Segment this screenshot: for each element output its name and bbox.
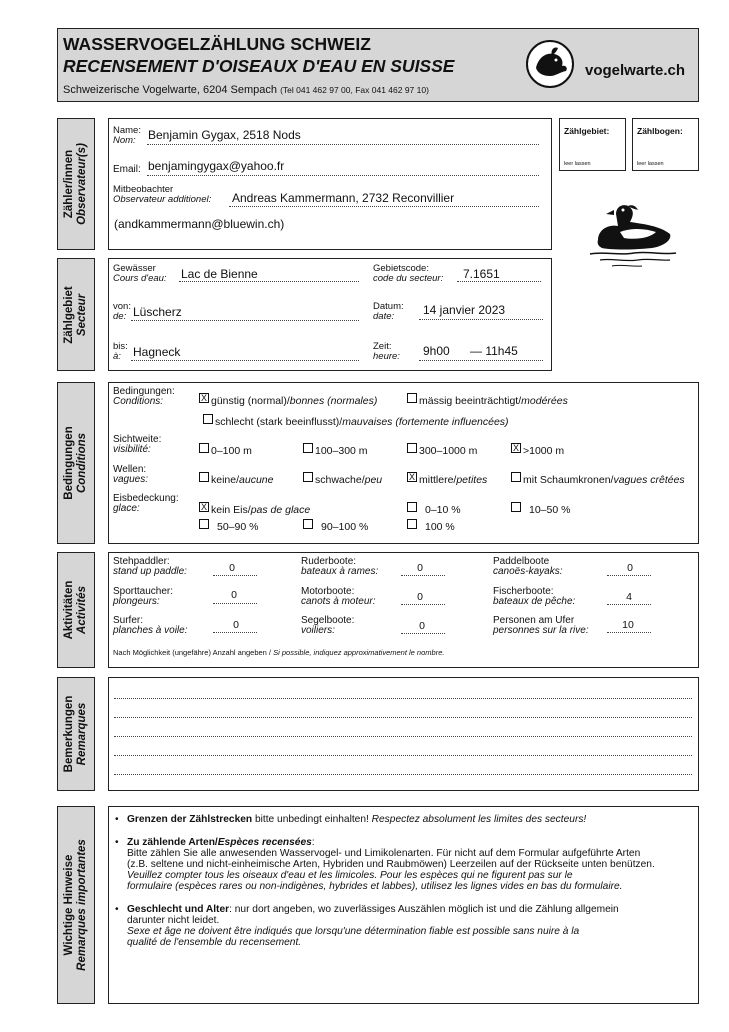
fishboat-field[interactable]: 4 [626,591,632,603]
sector-id-box[interactable] [559,118,626,171]
vogelwarte-logo-icon [524,38,576,90]
time-label: Zeit: heure: [373,341,400,362]
name-field[interactable]: Benjamin Gygax, 2518 Nods [148,128,301,142]
sector-section [108,258,552,371]
tab-observer-de: Zähler/innen [63,149,75,219]
conditions-section [108,382,699,544]
sup-line [213,575,257,576]
vis-4-checkbox[interactable]: X [512,443,519,453]
diver-field[interactable]: 0 [231,589,237,601]
rowboat-label: Ruderboote: bateaux à rames: [301,556,379,577]
cond-bad-checkbox[interactable] [203,414,213,424]
bullet-icon: • [115,814,119,825]
diver-label: Sporttaucher: plongeurs: [113,586,174,607]
conditions-label: Bedingungen: Conditions: [113,386,175,407]
tab-sector-de: Zählgebiet [63,285,75,344]
sheet-id-label: Zählbogen: [637,126,683,136]
rowboat-line [401,575,445,576]
to-label: bis: à: [113,341,128,362]
title-de: WASSERVOGELZÄHLUNG SCHWEIZ [63,34,371,54]
wave-4-checkbox[interactable] [511,472,521,482]
water-line [179,281,359,282]
ice-label: Eisbedeckung: glace: [113,493,179,514]
to-line [131,360,359,361]
sailboat-line [401,633,445,634]
important-section [108,806,699,1004]
tab-observer-fr: Observateur(s) [76,143,88,225]
surfer-label: Surfer: planches à voile: [113,615,188,636]
ice-2-checkbox[interactable] [407,502,417,512]
ice-6-label: 100 % [425,521,455,533]
title-fr: RECENSEMENT D'OISEAUX D'EAU EN SUISSE [63,56,455,76]
vis-1-label: 0–100 m [211,445,252,457]
waves-label: Wellen: vagues: [113,464,149,485]
tab-activities [57,552,95,668]
code-field[interactable]: 7.1651 [463,267,500,281]
tab-important-fr: Remarques importantes [76,839,88,971]
sector-id-hint: leer lassen [564,161,591,167]
sup-label: Stehpaddler: stand up paddle: [113,556,187,577]
surfer-field[interactable]: 0 [233,619,239,631]
tufted-duck-icon [584,196,680,272]
name-line [147,144,539,145]
tab-remarks [57,677,95,791]
remark-line[interactable] [114,774,692,775]
canoe-label: Paddelboote canoës-kayaks: [493,556,563,577]
ice-3-checkbox[interactable] [511,502,521,512]
motorboat-field[interactable]: 0 [417,591,423,603]
phone-text: (Tel 041 462 97 00, Fax 041 462 97 10) [280,85,429,95]
co-observer-email[interactable]: (andkammermann@bluewin.ch) [114,217,285,231]
email-field[interactable]: benjamingygax@yahoo.fr [148,159,285,173]
ice-3-label: 10–50 % [529,504,571,516]
wave-4-label: mit Schaumkronen/vagues crêtées [523,474,685,486]
note-limits: Grenzen der Zählstrecken bitte unbedingt einhalten! Respectez absolument les limites des secteurs! [127,814,587,825]
remark-line[interactable] [114,698,692,699]
ice-6-checkbox[interactable] [407,519,417,529]
water-label: Gewässer Cours d'eau: [113,263,167,284]
canoe-line [607,575,651,576]
time-start-field[interactable]: 9h00 [423,344,450,358]
date-line [419,319,543,320]
note-species: Zu zählende Arten/Espèces recensées: Bitte zählen Sie alle anwesenden Wasservogel- und Limikolenarten. Für nicht auf dem Formular aufgeführte Arten (z.B. seltene und nicht-einheimische Arten, Hybriden und Raubmöwen) Leerzeilen auf der Rückseite unten benützen. Veuillez compter tous les oiseaux d'eau et les limicoles. Pour les espèces qui ne figurent pas sur le formulaire (espèces rares ou non-indigènes, hybrides et labbes), utilisez les lignes vides en bas du formulaire. [127,837,655,892]
motorboat-label: Motorboote: canots à moteur: [301,586,376,607]
ice-4-label: 50–90 % [217,521,259,533]
fishboat-line [607,604,651,605]
fishboat-label: Fischerboote: bateaux de pêche: [493,586,576,607]
remarks-section[interactable] [108,677,699,791]
cond-mid-checkbox[interactable] [407,393,417,403]
bullet-icon: • [115,904,119,915]
motorboat-line [401,604,445,605]
tab-conditions [57,382,95,544]
vis-2-label: 100–300 m [315,445,368,457]
ice-5-checkbox[interactable] [303,519,313,529]
time-end-field[interactable]: — 11h45 [470,344,518,358]
ice-1-checkbox[interactable]: X [200,502,207,512]
code-label: Gebietscode: code du secteur: [373,263,444,284]
wave-3-checkbox[interactable]: X [408,472,415,482]
ice-5-label: 90–100 % [321,521,369,533]
wave-2-checkbox[interactable] [303,472,313,482]
address [63,84,429,96]
tab-activities-fr: Activités [76,586,88,634]
wave-1-checkbox[interactable] [199,472,209,482]
name-label: Name: Nom: [113,125,141,146]
rowboat-field[interactable]: 0 [417,562,423,574]
tab-remarks-fr: Remarques [76,702,88,766]
sailboat-field[interactable]: 0 [419,620,425,632]
header-banner [57,28,699,102]
wave-2-label: schwache/peu [315,474,383,486]
shore-line [607,632,651,633]
water-field[interactable]: Lac de Bienne [181,267,258,281]
activities-note: Nach Möglichkeit (ungefähre) Anzahl angeben / Si possible, indiquez approximativement le nombre. [113,648,445,657]
sheet-id-box[interactable] [632,118,699,171]
activities-section [108,552,699,668]
cond-good-label: günstig (normal)/bonnes (normales) [211,395,378,407]
ice-2-label: 0–10 % [425,504,461,516]
surfer-line [213,632,257,633]
cond-bad-label: schlecht (stark beeinflusst)/mauvaises (fortemente influencées) [215,416,509,428]
tab-sector-fr: Secteur [76,293,88,336]
sup-field[interactable]: 0 [229,562,235,574]
diver-line [213,603,257,604]
visibility-label: Sichtweite: visibilité: [113,434,162,455]
observer-section [108,118,552,250]
wave-1-label: keine/aucune [211,474,274,486]
tab-activities-de: Aktivitäten [63,580,75,640]
canoe-field[interactable]: 0 [627,562,633,574]
to-field[interactable]: Hagneck [133,345,181,359]
sailboat-label: Segelboote: voiliers: [301,615,355,636]
ice-4-checkbox[interactable] [199,519,209,529]
co-observer-label: Mitbeobachter Observateur additionel: [113,184,212,205]
tab-sector [57,258,95,371]
tab-important-de: Wichtige Hinweise [63,854,75,956]
co-observer-line [229,206,539,207]
address-text: Schweizerische Vogelwarte, 6204 Sempach [63,84,278,96]
bullet-icon: • [115,837,119,848]
tab-conditions-fr: Conditions [76,432,88,494]
time-line [419,360,543,361]
remark-line[interactable] [114,736,692,737]
tab-important [57,806,95,1004]
remark-line[interactable] [114,755,692,756]
email-line [147,175,539,176]
note-sex-age: Geschlecht und Alter: nur dort angeben, wo zuverlässiges Auszählen möglich ist und die Zählung allgemein darunter nicht leidet. Sexe et âge ne doivent être indiqués que lorsqu'une détermination fiable est possible sans nuire à la qualité de l'ensemble du recensement. [127,904,619,948]
remark-line[interactable] [114,717,692,718]
sector-id-label: Zählgebiet: [564,126,610,136]
shore-label: Personen am Ufer personnes sur la rive: [493,615,589,636]
co-observer-field[interactable]: Andreas Kammermann, 2732 Reconvillier [232,191,455,205]
from-line [131,320,359,321]
tab-observer [57,118,95,250]
tab-remarks-de: Bemerkungen [63,695,75,773]
shore-field[interactable]: 10 [622,619,634,631]
vis-3-checkbox[interactable] [407,443,417,453]
tab-conditions-de: Bedingungen [63,426,75,500]
wave-3-label: mittlere/petites [419,474,488,486]
ice-1-label: kein Eis/pas de glace [211,504,311,516]
from-field[interactable]: Lüscherz [133,305,182,319]
sheet-id-hint: leer lassen [637,161,664,167]
logo-text: vogelwarte.ch [585,62,686,79]
vis-2-checkbox[interactable] [303,443,313,453]
code-line [457,281,541,282]
cond-mid-label: mässig beeinträchtigt/modérées [419,395,568,407]
from-label: von: de: [113,301,131,322]
vis-4-label: >1000 m [523,445,565,457]
vis-3-label: 300–1000 m [419,445,478,457]
cond-good-checkbox[interactable]: X [200,393,207,403]
date-field[interactable]: 14 janvier 2023 [423,303,506,317]
vis-1-checkbox[interactable] [199,443,209,453]
date-label: Datum: date: [373,301,404,322]
email-label: Email: [113,164,141,175]
